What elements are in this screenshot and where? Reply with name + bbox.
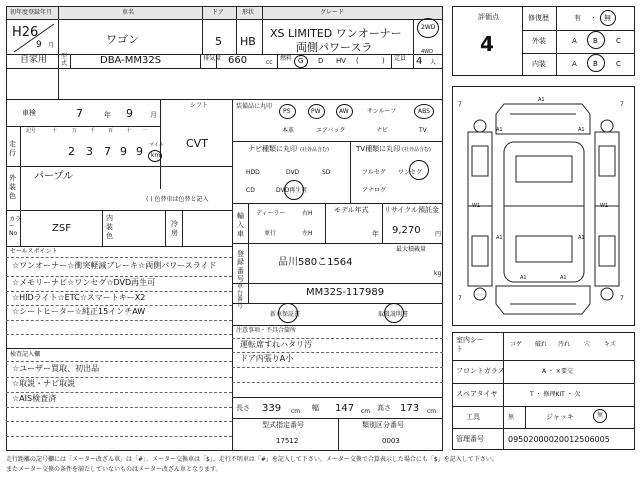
exterior-c: C [616, 37, 621, 45]
diag-mark-4: W1 [472, 203, 481, 209]
reg-year: H26 [12, 25, 39, 40]
reg-month: 9 [36, 40, 42, 50]
mileage-digit-1: 3 [86, 145, 93, 158]
shape-value: HB [240, 35, 256, 48]
tool-label: 工具 [466, 413, 480, 421]
recycle-unit: 円 [435, 231, 442, 238]
score-value: 4 [480, 32, 494, 56]
navi-label: ナビ種類に丸印 [248, 145, 297, 153]
new-warranty: 新車保証書 [270, 311, 301, 318]
equip-airbag: エアバック [316, 127, 346, 134]
exterior-label: 外装 [532, 37, 546, 45]
handle-right: 右H [302, 210, 313, 217]
color-no-label: カラーNo [9, 216, 22, 238]
height-value: 173 [400, 403, 420, 414]
sales-point-4: ☆シートヒーター☆純正15インチAW [12, 307, 146, 316]
door-label: ドア [212, 9, 224, 16]
equip-aw: AW [339, 108, 349, 115]
interior-color-label: 内装色 [106, 214, 113, 241]
model-year-label: モデル年式 [334, 206, 369, 214]
mileage-digit-2: 7 [104, 145, 111, 158]
diag-mark-8: A1 [520, 275, 527, 281]
displacement-label: 排気量 [203, 55, 222, 62]
interior-a: A [572, 60, 577, 68]
mileage-digit-3: 9 [120, 145, 127, 158]
color-label: 外装色 [9, 174, 16, 201]
grade-label: グレード [320, 9, 345, 16]
model-code-label: 型式 [61, 53, 68, 67]
mgmt-number: 09502000020012506005 [508, 435, 610, 444]
notes-label: 注意事項・不具合箇所 [236, 327, 297, 334]
notes-2: ドア内張りA小 [240, 354, 294, 363]
width-unit: cm [361, 408, 371, 415]
mileage-head-0: 記号 [26, 128, 37, 134]
max-load-label: 最大積載量 [396, 246, 427, 253]
mileage-unit-mile: マイル [149, 142, 164, 148]
diag-mark-3: A1 [578, 127, 585, 133]
import-label: 輸入車 [237, 212, 244, 239]
mileage-unit-km: km [151, 152, 161, 159]
diag-mark-2: A1 [496, 127, 503, 133]
manual: 取扱説明書 [378, 311, 409, 318]
plate-label: 登録番号 [237, 250, 244, 284]
handle-left: 左H [302, 230, 313, 237]
fuel-g: G [298, 57, 304, 65]
inspection-month: 7 [76, 107, 83, 120]
equip-navi: ナビ [376, 127, 389, 134]
seat-item-5: キズ [604, 341, 616, 348]
mileage-head-1: 十 [52, 128, 58, 134]
equip-label: 装備品に丸印 [236, 103, 273, 110]
color-value: パープル [34, 171, 74, 182]
spare-value: T ・ 修理KIT ・ 欠 [530, 391, 581, 398]
type-cert-label: 型式指定番号 [262, 421, 304, 429]
diag-bracket-2: 7 [620, 101, 624, 108]
model-year-value: 年 [372, 230, 379, 238]
tool-value: 無 [508, 414, 515, 421]
diag-bracket-1: 7 [458, 101, 462, 108]
header-row [6, 6, 443, 20]
equip-leather: 本革 [282, 127, 295, 134]
color-no-value: ZSF [52, 223, 71, 234]
sales-point-1: ☆ワンオーナー☆衝突軽減ブレーキ☆両側パワースライド [12, 261, 217, 270]
length-label: 長さ [236, 404, 250, 412]
sales-point-label: セールスポイント [10, 248, 58, 255]
dealer-label: ディーラー [256, 210, 286, 217]
seat-item-1: コゲ [510, 341, 523, 348]
recycle-amount: 9,270 [392, 225, 421, 236]
width-label: 幅 [312, 404, 319, 412]
plate-value: 品川580こ1564 [278, 257, 353, 268]
tv-fullseg: フルセグ [362, 169, 386, 176]
parallel-label: 並行 [264, 230, 277, 237]
chassis-value: MM32S-117989 [306, 287, 385, 298]
drive-4wd: 4WD [421, 49, 433, 55]
fuel-open: ( [356, 57, 359, 65]
inspection-month-unit: 月 [150, 111, 157, 119]
score-label: 評価点 [478, 13, 499, 21]
drive-2wd: 2WD [421, 24, 436, 31]
aircon-label: 冷房 [171, 220, 178, 238]
shift-label: シフト [190, 102, 209, 109]
tv-sub: (社外品含む) [402, 147, 431, 153]
footer-line-1: 走行距離の記号欄には「メーター改ざん車」は「#」、メーター交換車は「$」、走行不明車は「#」を記入して下さい。メーター交換で合算表示した場合にも「$」を記入して下さい。 [6, 456, 498, 463]
repair-sep: ・ [590, 14, 597, 22]
navi-cd: CD [246, 187, 255, 194]
displacement-value: 660 [228, 55, 248, 66]
navi-dvd: DVD [286, 169, 300, 176]
interior-label: 内装 [532, 60, 546, 68]
equip-ps: PS [283, 108, 291, 115]
diag-mark-1: A1 [538, 97, 545, 103]
capacity-label: 定員 [394, 55, 407, 62]
width-value: 147 [335, 403, 355, 414]
inspector-note-1: ☆ユーザー買取、初出品 [12, 364, 100, 373]
tv-analog: アナログ [362, 187, 387, 194]
capacity-value: 4 [416, 56, 423, 67]
height-label: 高さ [377, 404, 391, 412]
shape-label: 形状 [242, 9, 255, 16]
recycle-deposit-label: リサイクル預託金 [384, 206, 440, 214]
mileage-head-4: 百 [108, 128, 114, 134]
inspection-label: 車検 [22, 109, 36, 117]
glass-label: フロントガラス [456, 367, 505, 375]
seat-item-4: 穴 [584, 341, 591, 348]
color-note: ( ) 色替車は色替と記入 [146, 196, 209, 203]
interior-b: B [593, 60, 598, 68]
diag-bracket-3: 7 [458, 295, 462, 302]
diag-mark-6: A1 [496, 235, 503, 241]
inspector-note-3: ☆AIS検査済 [12, 394, 57, 403]
diag-mark-7: A1 [578, 235, 585, 241]
repair-no: 無 [604, 14, 611, 22]
chassis-label: 車台番号 [237, 283, 244, 310]
equip-abs: ABS [418, 108, 430, 115]
notes-1: 運転席すれハタリ汚 [240, 340, 312, 349]
max-load-unit: kg [434, 270, 442, 277]
class-code-value: 0003 [382, 437, 400, 445]
model-name: ワゴン [106, 33, 139, 46]
seat-label: 室内シート [456, 336, 484, 354]
diag-mark-9: A1 [560, 275, 567, 281]
inspection-year-unit: 年 [104, 111, 111, 119]
exterior-a: A [572, 37, 577, 45]
mileage-head-2: 万 [72, 128, 78, 134]
jack-value: 無 [597, 412, 604, 419]
diag-bracket-4: 7 [620, 295, 624, 302]
mileage-head-5: 十 [126, 128, 132, 134]
sales-point-2: ☆メモリーナビ☆ワンセグ☆DVD再生可 [12, 278, 156, 287]
mgmt-label: 管理番号 [456, 435, 484, 443]
capacity-unit: 人 [430, 59, 437, 66]
type-cert-value: 17512 [276, 437, 299, 445]
door-value: 5 [215, 35, 222, 48]
class-code-label: 類別区分番号 [362, 421, 404, 429]
model-code: DBA-MM32S [100, 55, 162, 66]
tv-oneseg: ワンセグ [398, 169, 423, 176]
mileage-label: 走行 [9, 140, 16, 158]
sales-point-3: ☆HIDライト☆ETC☆スマートキーX2 [12, 293, 146, 302]
footer-line-2: またメーター交換の条件を満たしていないものはメーター改ざん車となります。 [6, 466, 222, 473]
navi-dvd-play: DVD再生可 [276, 187, 308, 194]
mileage-digit-0: 2 [68, 145, 75, 158]
usage: 自家用 [20, 55, 48, 65]
reg-date-label: 初年度登録年月 [10, 9, 53, 16]
mileage-digit-4: 9 [136, 145, 143, 158]
tv-label: TV種類に丸印 [356, 145, 401, 153]
jack-label: ジャッキ [546, 413, 574, 421]
length-unit: cm [291, 408, 301, 415]
shift-value: CVT [186, 137, 208, 150]
interior-c: C [616, 60, 621, 68]
fuel-hv: HV [336, 57, 347, 65]
reg-month-unit: 月 [48, 42, 55, 49]
navi-hdd: HDD [246, 169, 260, 176]
height-unit: cm [427, 408, 437, 415]
mileage-head-3: 千 [90, 128, 96, 134]
equip-pw: PW [311, 108, 321, 115]
inspector-label: 検査記入欄 [10, 351, 41, 358]
navi-sd: SD [322, 169, 331, 176]
navi-sub: (社外品含む) [300, 147, 329, 153]
repair-yes: 有 [574, 14, 581, 22]
spare-label: スペアタイヤ [456, 390, 498, 398]
mileage-head-6: 一 [142, 128, 148, 134]
fuel-label: 燃料 [280, 55, 293, 62]
equip-sunroof: サンルーフ [367, 108, 397, 115]
equip-tv: TV [419, 127, 427, 134]
inspector-note-2: ☆取説・ナビ取説 [12, 379, 76, 388]
model-name-label: 車名 [122, 9, 135, 16]
fuel-d: D [318, 57, 324, 65]
fuel-close: ) [382, 57, 385, 65]
exterior-b: B [593, 37, 598, 45]
grade-line2: 両側パワースラ [296, 41, 373, 54]
seat-item-2: 破れ [535, 341, 548, 348]
glass-value: A ・ ×要交 [542, 368, 573, 375]
repair-label: 修復歴 [528, 14, 549, 22]
inspection-day: 9 [126, 107, 133, 120]
diag-mark-5: W1 [600, 203, 609, 209]
seat-item-3: 汚れ [558, 341, 571, 348]
grade-line1: XS LIMITED ワンオーナー [270, 27, 402, 40]
displacement-unit: cc [266, 59, 273, 66]
length-value: 339 [262, 403, 282, 414]
